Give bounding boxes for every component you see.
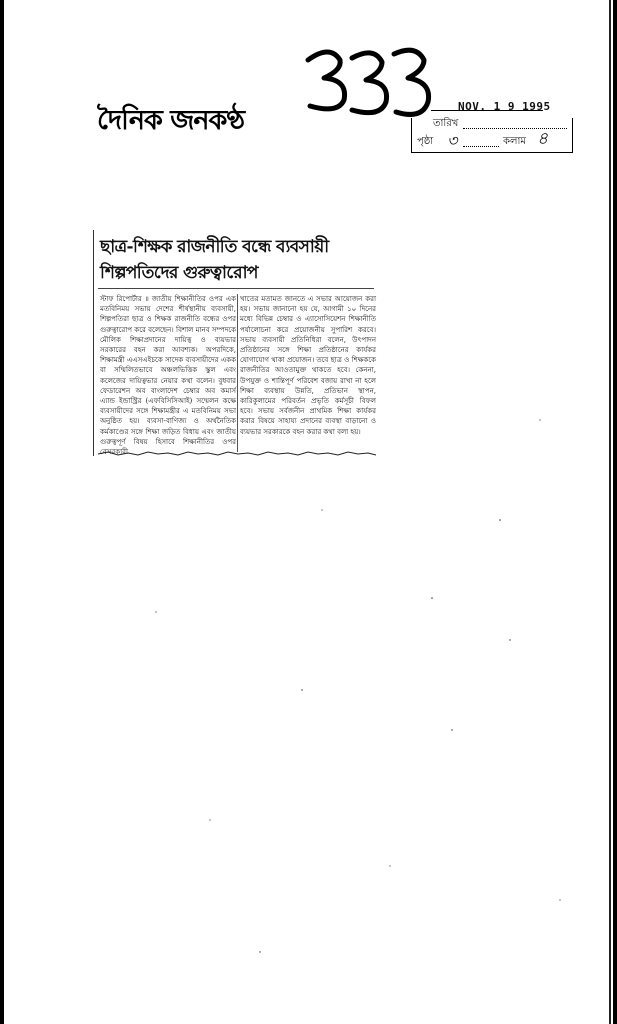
article-headline-line1: ছাত্র-শিক্ষক রাজনীতি বন্ধে ব্যবসায়ী [100, 237, 329, 257]
stamp-dotted-line [463, 128, 567, 129]
news-clipping [93, 230, 379, 456]
torn-edge [98, 452, 376, 456]
article-headline-line2: শিল্পপতিদের গুরুত্বারোপ [100, 263, 258, 283]
column-divider [237, 294, 238, 452]
article-column-1: স্টাফ রিপোর্টার ॥ জাতীয় শিক্ষানীতির ওপর এক মতবিনিময় সভায় দেশের শীর্ষস্থানীয় ব্যবসায়ী, শিল্পপতিরা ছাত্র ও শিক্ষক রাজনীতি বন্ধের ওপর গুরুত্বারোপ করে বলেছেন। বিশাল মানব সম্পদকে মৌলিক শিক্ষাপ্রদানের দায়িত্ব ও ব্যয়ভার সরকারের বহন করা আবশ্যক। অপরদিকে, শিক্ষামন্ত্রী এএসএইচকে সাদেক ব্যবসায়ীদের একক বা সম্মিলিতভাবে অঞ্চলভিত্তিক স্কুল এবং কলেজের দায়িত্বভার নেয়ার কথা বলেন। বুধবার ফেডারেশন অব বাংলাদেশ চেম্বার অব কমার্স এ্যান্ড ইন্ডাস্ট্রির (এফবিসিসিআই) সম্মেলন কক্ষে ব্যবসায়ীদের সঙ্গে শিক্ষামন্ত্রীর এ মতবিনিময় সভা অনুষ্ঠিত হয়। ব্যবসা-বাণিজ্য ও অর্থনৈতিক কর্মকাণ্ডের সঙ্গে শিক্ষা জড়িত বিধায় এবং জাতীয় গুরুত্বপূর্ণ বিষয় হিসাবে শিক্ষানীতির ওপর বেসরকারী [100, 295, 236, 457]
stamp-dotted-line [463, 146, 499, 147]
stamp-page-label: পৃষ্ঠা [417, 136, 434, 147]
scan-border-right [613, 0, 617, 1024]
newspaper-masthead: দৈনিক জনকণ্ঠ [97, 105, 245, 136]
headline-rule [98, 288, 374, 289]
scan-border-left [0, 0, 4, 1024]
stamp-date-line [431, 110, 543, 111]
stamp-date-label: তারিখ [433, 118, 459, 129]
stamp-date-value: NOV. 1 9 1995 [458, 100, 551, 113]
article-column-2: খাতের মতামত জানতে এ সভার আয়োজন করা হয়। সভায় জানানো হয় যে, আগামী ১০ দিনের মধ্যে বিভিন্ন চেম্বার ও এ্যাসোসিয়েশন শিক্ষানীতি পর্যালোচনা করে প্রয়োজনীয় সুপারিশ করবে। সভায় ব্যবসায়ী প্রতিনিধিরা বলেন, উৎপাদন প্রতিষ্ঠানের সঙ্গে শিক্ষা প্রতিষ্ঠানের কার্যকর যোগাযোগ থাকা প্রয়োজন। তবে ছাত্র ও শিক্ষককে রাজনীতির আওতামুক্ত থাকতে হবে। কেননা, উপযুক্ত ও শান্তিপূর্ণ পরিবেশ বজায় রাখা না হলে শিক্ষা ব্যবস্থায় উন্নতি, প্রতিভান স্থাপন, কারিকুলামের পরিবর্তন প্রভৃতি কর্মসূচী বিফল হবে। সভায় সর্বজনীন প্রাথমিক শিক্ষা কার্যকর করার বিষয়ে সাহায্য প্রদানের ব্যবস্থা বাড়ানো ও ব্যয়ভার সরকারকে বহন করার কথা বলা হয়। [240, 295, 376, 436]
stamp-column-label: কলাম [503, 136, 526, 147]
stamp-column-value: ৪ [537, 129, 549, 149]
archive-stamp [411, 98, 573, 154]
scan-border-right-line [609, 0, 611, 1024]
stamp-page-value: ৩ [447, 131, 458, 150]
